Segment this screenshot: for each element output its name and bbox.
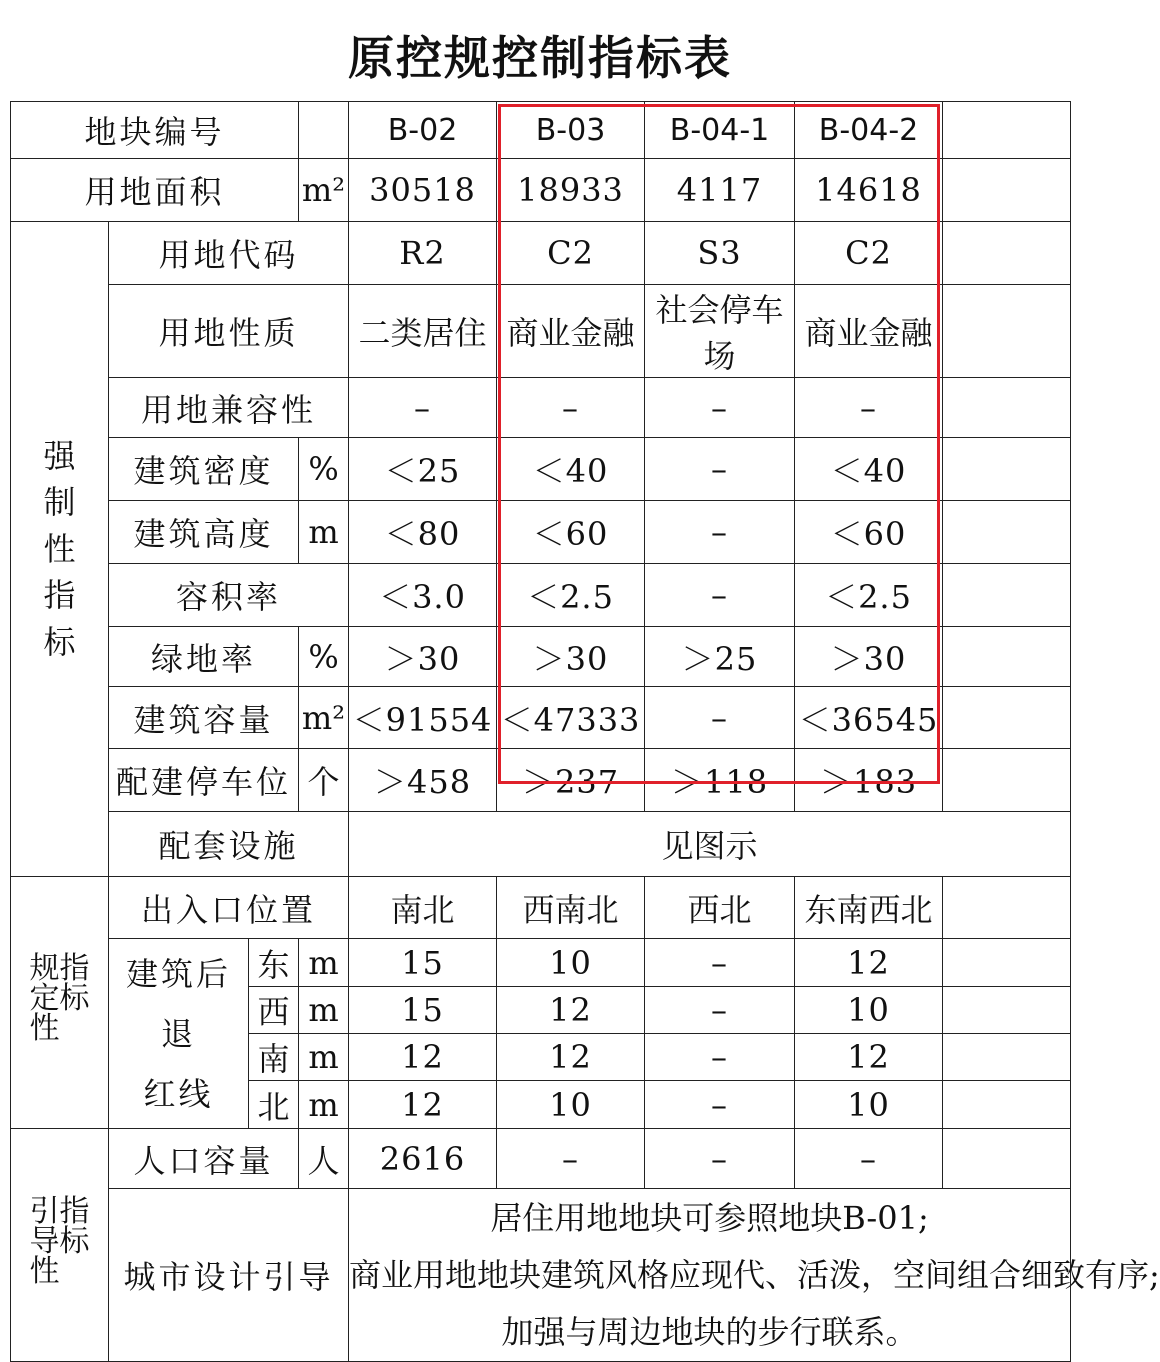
cell-value: 12	[795, 1034, 943, 1081]
cell-value: ＜60	[795, 501, 943, 564]
table-row	[11, 378, 1071, 438]
direction-cell: 北	[249, 1081, 299, 1129]
table-row	[11, 1129, 1071, 1189]
plot-header: B-03	[497, 102, 645, 159]
cell-value: –	[795, 1129, 943, 1189]
cell-value: ＜2.5	[795, 564, 943, 627]
cell-value: ＞30	[497, 627, 645, 687]
cell-value: ＜36545	[795, 687, 943, 749]
cell-value: –	[645, 1034, 795, 1081]
cell-value: –	[645, 564, 795, 627]
blank-cell	[943, 987, 1071, 1034]
unit-cell: m	[299, 501, 349, 564]
unit-cell: m	[299, 1034, 349, 1081]
cell-value: ＜40	[497, 438, 645, 501]
row-label: 出入口位置	[109, 877, 349, 939]
table-row	[11, 222, 1071, 285]
cell-value: 10	[497, 939, 645, 987]
plot-header: B-02	[349, 102, 497, 159]
page-title: 原控规控制指标表	[348, 31, 732, 85]
cell-value: ＞458	[349, 749, 497, 812]
row-label: 建筑密度	[109, 438, 299, 501]
direction-cell: 南	[249, 1034, 299, 1081]
cell-value: ＞30	[349, 627, 497, 687]
blank-cell	[943, 102, 1071, 159]
cell-value: –	[349, 378, 497, 438]
blank-cell	[943, 222, 1071, 285]
row-label: 容积率	[109, 564, 349, 627]
cell-value: 12	[349, 1081, 497, 1129]
cell-value: ＜91554	[349, 687, 497, 749]
unit-cell: %	[299, 627, 349, 687]
regulatory-group-label: 规指 定标 性	[11, 877, 109, 1129]
cell-value: 10	[795, 1081, 943, 1129]
table-row	[11, 877, 1071, 939]
blank-cell	[299, 102, 349, 159]
cell-value: –	[645, 438, 795, 501]
cell-value: ＜25	[349, 438, 497, 501]
blank-cell	[943, 159, 1071, 222]
table-row	[11, 102, 1071, 159]
unit-cell: 人	[299, 1129, 349, 1189]
cell-value: –	[645, 939, 795, 987]
direction-cell: 东	[249, 939, 299, 987]
area-label: 用地面积	[11, 159, 299, 222]
cell-value: 15	[349, 987, 497, 1034]
cell-value: 2616	[349, 1129, 497, 1189]
table-row	[11, 159, 1071, 222]
mandatory-group-label: 强制性指标	[11, 222, 109, 877]
blank-cell	[943, 501, 1071, 564]
cell-value: ＞25	[645, 627, 795, 687]
row-label: 用地性质	[109, 285, 349, 378]
blank-cell	[943, 1129, 1071, 1189]
table-row	[11, 939, 1071, 987]
blank-cell	[943, 687, 1071, 749]
setback-label: 建筑后退 红线	[109, 939, 249, 1129]
table-row	[11, 812, 1071, 877]
control-index-table	[10, 101, 1160, 1362]
blank-cell	[943, 877, 1071, 939]
unit-cell: m²	[299, 159, 349, 222]
cell-value: 商业金融	[497, 285, 645, 378]
blank-cell	[943, 378, 1071, 438]
table-row	[11, 285, 1071, 378]
row-label: 建筑高度	[109, 501, 299, 564]
table-row	[11, 687, 1071, 749]
cell-value: 10	[795, 987, 943, 1034]
unit-cell: m²	[299, 687, 349, 749]
table-row	[11, 627, 1071, 687]
cell-value: –	[795, 378, 943, 438]
row-label: 配套设施	[109, 812, 349, 877]
row-label: 配建停车位	[109, 749, 299, 812]
unit-cell: %	[299, 438, 349, 501]
blank-cell	[943, 285, 1071, 378]
unit-cell: m	[299, 987, 349, 1034]
cell-value: 社会停车场	[645, 285, 795, 378]
cell-value: –	[645, 987, 795, 1034]
row-label: 城市设计引导	[109, 1189, 349, 1362]
cell-value: 12	[349, 1034, 497, 1081]
row-label: 建筑容量	[109, 687, 299, 749]
facilities-value: 见图示	[349, 812, 1071, 877]
cell-value: 商业金融	[795, 285, 943, 378]
guiding-group-label: 引指 导标 性	[11, 1129, 109, 1362]
cell-value: S3	[645, 222, 795, 285]
blank-cell	[943, 627, 1071, 687]
cell-value: ＜47333	[497, 687, 645, 749]
cell-value: ＜3.0	[349, 564, 497, 627]
table-row	[11, 501, 1071, 564]
cell-value: 南北	[349, 877, 497, 939]
cell-value: 10	[497, 1081, 645, 1129]
blank-cell	[943, 749, 1071, 812]
cell-value: ＞237	[497, 749, 645, 812]
cell-value: 12	[497, 1034, 645, 1081]
cell-value: ＜2.5	[497, 564, 645, 627]
cell-value: ＜80	[349, 501, 497, 564]
cell-value: C2	[497, 222, 645, 285]
area-value: 30518	[349, 159, 497, 222]
cell-value: –	[497, 1129, 645, 1189]
row-label: 用地兼容性	[109, 378, 349, 438]
unit-cell: m	[299, 939, 349, 987]
cell-value: ＞183	[795, 749, 943, 812]
design-line: 居住用地地块可参照地块B-01;	[490, 1198, 929, 1237]
direction-cell: 西	[249, 987, 299, 1034]
cell-value: –	[645, 501, 795, 564]
cell-value: 东南西北	[795, 877, 943, 939]
row-label: 用地代码	[109, 222, 349, 285]
cell-value: 12	[497, 987, 645, 1034]
cell-value: ＞118	[645, 749, 795, 812]
table-row	[11, 564, 1071, 627]
cell-value: –	[645, 378, 795, 438]
cell-value: 西南北	[497, 877, 645, 939]
blank-cell	[943, 1034, 1071, 1081]
cell-value: 15	[349, 939, 497, 987]
cell-value: ＞30	[795, 627, 943, 687]
cell-value: ＜60	[497, 501, 645, 564]
cell-value: –	[645, 687, 795, 749]
cell-value: 西北	[645, 877, 795, 939]
unit-cell: 个	[299, 749, 349, 812]
design-line: 商业用地地块建筑风格应现代、活泼，空间组合细致有序;	[349, 1255, 1160, 1294]
cell-value: –	[497, 378, 645, 438]
urban-design-text	[349, 1189, 1160, 1362]
plot-header: B-04-1	[645, 102, 795, 159]
table-row	[11, 749, 1071, 812]
design-line: 加强与周边地块的步行联系。	[501, 1312, 918, 1351]
table-row	[11, 438, 1071, 501]
blank-cell	[943, 1081, 1071, 1129]
area-value: 18933	[497, 159, 645, 222]
cell-value: 12	[795, 939, 943, 987]
blank-cell	[943, 564, 1071, 627]
area-value: 4117	[645, 159, 795, 222]
cell-value: –	[645, 1129, 795, 1189]
blank-cell	[943, 438, 1071, 501]
cell-value: C2	[795, 222, 943, 285]
cell-value: R2	[349, 222, 497, 285]
table-row	[11, 1189, 1071, 1362]
blank-cell	[943, 939, 1071, 987]
cell-value: ＜40	[795, 438, 943, 501]
cell-value: –	[645, 1081, 795, 1129]
cell-value: 二类居住	[349, 285, 497, 378]
row-label: 人口容量	[109, 1129, 299, 1189]
plot-number-label: 地块编号	[11, 102, 299, 159]
unit-cell: m	[299, 1081, 349, 1129]
plot-header: B-04-2	[795, 102, 943, 159]
area-value: 14618	[795, 159, 943, 222]
row-label: 绿地率	[109, 627, 299, 687]
